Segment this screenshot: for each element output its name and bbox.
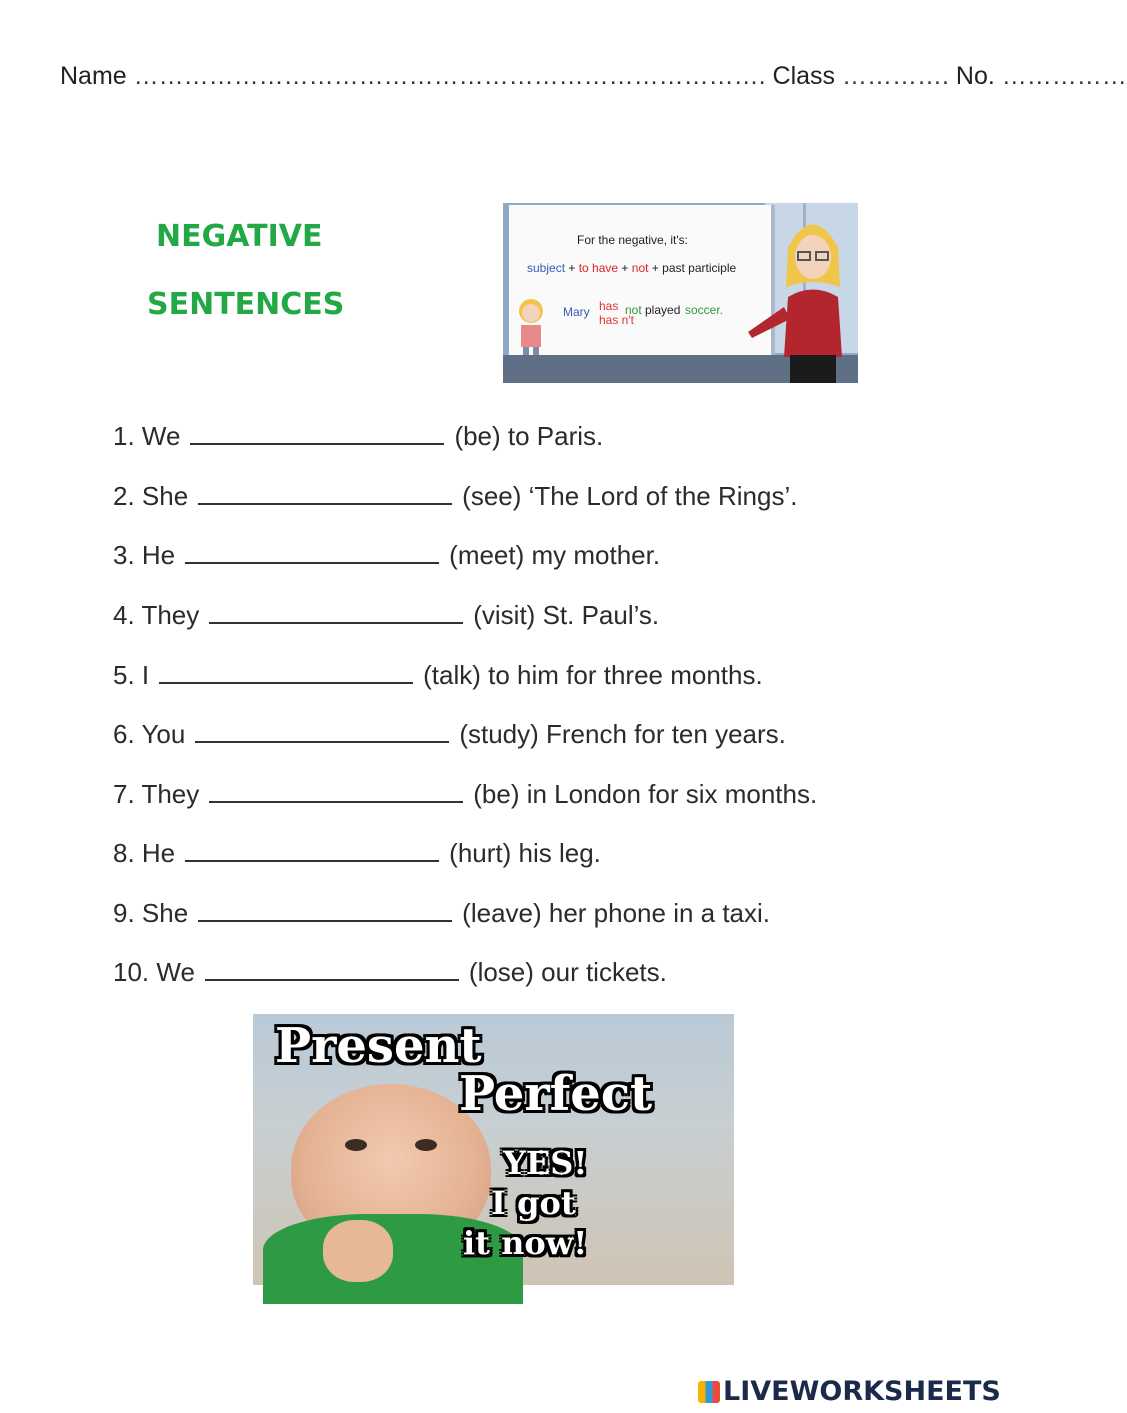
answer-blank[interactable] [209,600,463,624]
meme-text-i-got: I got [491,1184,576,1222]
exercise-hint: (be) in London for six months. [473,779,818,809]
formula-not: not [631,261,649,275]
name-label: Name [60,62,127,90]
example-subject: Mary [563,305,590,319]
class-field[interactable]: …………. [842,62,949,90]
exercise-prompt: 4. They [113,600,200,630]
baby-eye [415,1139,437,1151]
exercise-item [113,540,660,571]
example-has: has [599,299,619,313]
liveworksheets-logo[interactable] [698,1376,1001,1407]
formula-plus: + [648,261,663,275]
exercise-hint: (study) French for ten years. [459,719,786,749]
meme-text-yes: YES! [503,1144,588,1182]
baby-eye [345,1139,367,1151]
baby-fist [323,1220,393,1282]
teacher-figure-icon [768,207,858,383]
success-baby-meme [253,1014,734,1285]
student-info-header [60,62,1127,91]
exercise-item [113,660,763,691]
exercise-item [113,898,770,929]
formula-plus: + [618,261,632,275]
exercise-prompt: 6. You [113,719,186,749]
answer-blank[interactable] [185,540,439,564]
number-label: No. [955,62,995,90]
example-soccer: soccer. [685,303,724,317]
worksheet-title-line2: SENTENCES [147,287,345,322]
exercise-prompt: 9. She [113,898,189,928]
meme-text-it-now: it now! [463,1224,588,1262]
answer-blank[interactable] [190,421,444,445]
example-not: not [625,303,642,317]
number-field[interactable]: …………… [1001,62,1127,90]
exercise-item [113,719,786,750]
exercise-hint: (hurt) his leg. [449,838,601,868]
answer-blank[interactable] [209,779,463,803]
answer-blank[interactable] [195,719,449,743]
answer-blank[interactable] [185,838,439,862]
name-field[interactable]: …………………………………………………………………. [133,62,766,90]
whiteboard-formula [527,261,736,275]
exercise-prompt: 3. He [113,540,176,570]
exercise-hint: (visit) St. Paul’s. [473,600,660,630]
exercise-hint: (be) to Paris. [454,421,604,451]
answer-blank[interactable] [205,957,459,981]
class-label: Class [772,62,836,90]
exercise-prompt: 8. He [113,838,176,868]
formula-to-have: to have [578,261,619,275]
meme-text-present: Present [275,1018,482,1074]
answer-blank[interactable] [198,898,452,922]
student-figure-icon [511,295,551,355]
exercise-item [113,421,603,452]
exercise-item [113,838,601,869]
brand-name: LIVEWORKSHEETS [723,1376,1001,1407]
exercise-hint: (leave) her phone in a taxi. [462,898,771,928]
exercise-item [113,600,659,631]
meme-text-perfect: Perfect [459,1066,653,1122]
formula-plus: + [565,261,579,275]
exercise-prompt: 10. We [113,957,195,987]
exercise-hint: (see) ‘The Lord of the Rings’. [462,481,798,511]
exercise-item [113,779,817,810]
exercise-prompt: 7. They [113,779,200,809]
exercise-item [113,481,797,512]
teacher-illustration [503,203,858,383]
liveworksheets-icon [698,1381,720,1403]
answer-blank[interactable] [159,660,413,684]
exercise-hint: (talk) to him for three months. [423,660,763,690]
answer-blank[interactable] [198,481,452,505]
example-played: played [645,303,681,317]
formula-subject: subject [527,261,566,275]
example-hasnt: has n't [599,313,634,327]
whiteboard-heading: For the negative, it's: [577,233,689,247]
exercise-hint: (meet) my mother. [449,540,661,570]
exercise-item [113,957,667,988]
worksheet-title-line1: NEGATIVE [156,219,323,254]
exercise-hint: (lose) our tickets. [468,957,667,987]
exercise-prompt: 1. We [113,421,181,451]
exercise-prompt: 5. I [113,660,150,690]
exercise-prompt: 2. She [113,481,189,511]
formula-past-participle: past participle [662,261,737,275]
